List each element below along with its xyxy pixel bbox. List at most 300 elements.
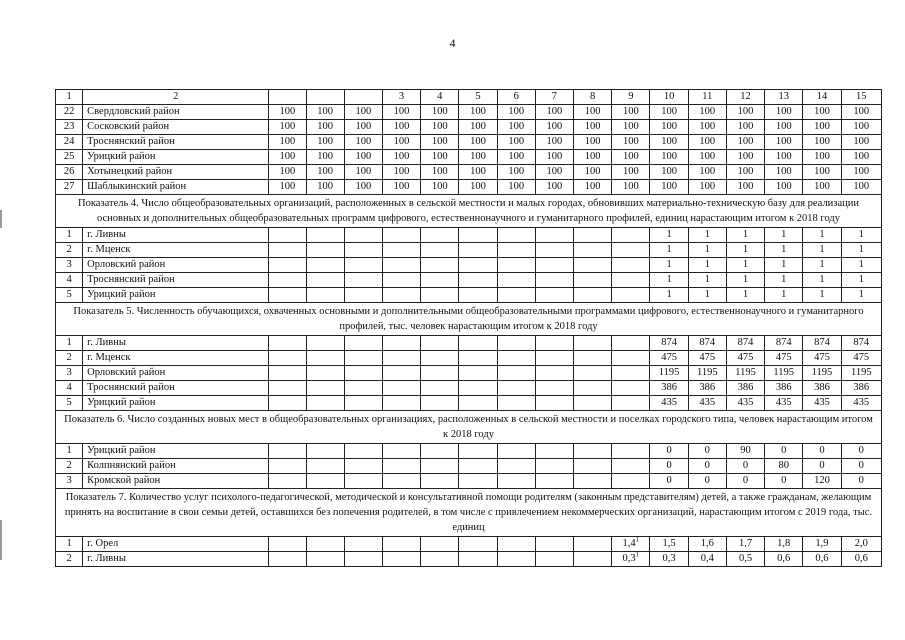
value-cell: 100 — [803, 105, 841, 120]
value-cell — [306, 243, 344, 258]
value-cell: 1 — [688, 243, 726, 258]
value-cell — [574, 273, 612, 288]
value-cell: 100 — [650, 120, 688, 135]
value-cell — [574, 474, 612, 489]
value-cell — [421, 537, 459, 552]
column-header — [344, 90, 382, 105]
value-cell: 100 — [650, 150, 688, 165]
value-cell — [612, 228, 650, 243]
value-cell — [344, 444, 382, 459]
value-cell: 100 — [459, 120, 497, 135]
value-cell — [306, 273, 344, 288]
value-cell — [459, 351, 497, 366]
value-cell: 0 — [688, 474, 726, 489]
row-number: 24 — [56, 135, 83, 150]
value-cell — [306, 351, 344, 366]
value-cell — [535, 228, 573, 243]
value-cell — [382, 552, 420, 567]
value-cell: 100 — [650, 105, 688, 120]
value-cell: 80 — [765, 459, 803, 474]
value-cell: 0 — [841, 444, 881, 459]
section-title: Показатель 6. Число созданных новых мест в общеобразовательных организациях, расположенных в сельской местности и поселках городского типа, человек нарастающим итогом к 2018 году — [56, 411, 882, 444]
value-cell: 100 — [765, 120, 803, 135]
value-cell — [269, 366, 306, 381]
section-title: Показатель 5. Численность обучающихся, охваченных основными и дополнительными общеобразовательными программами цифрового, естественнонаучного и гуманитарного профилей, тыс. человек нарастающим итогом к 2018 году — [56, 303, 882, 336]
value-cell — [497, 537, 535, 552]
value-cell: 0,3 — [650, 552, 688, 567]
value-cell — [574, 552, 612, 567]
value-cell: 874 — [650, 336, 688, 351]
value-cell: 1 — [726, 243, 764, 258]
value-cell: 100 — [497, 105, 535, 120]
value-cell — [459, 537, 497, 552]
value-cell — [382, 351, 420, 366]
value-cell: 1 — [726, 288, 764, 303]
value-cell: 874 — [726, 336, 764, 351]
value-cell: 1 — [765, 288, 803, 303]
value-cell: 0 — [803, 444, 841, 459]
row-name: г. Ливны — [83, 552, 269, 567]
value-cell: 0,6 — [765, 552, 803, 567]
value-cell — [344, 273, 382, 288]
value-cell — [535, 336, 573, 351]
value-cell: 1 — [803, 228, 841, 243]
value-cell — [306, 444, 344, 459]
value-cell: $1,4^1$ — [612, 537, 650, 552]
row-number: 23 — [56, 120, 83, 135]
row-number: 1 — [56, 336, 83, 351]
value-cell: 100 — [612, 120, 650, 135]
value-cell: 435 — [803, 396, 841, 411]
value-cell — [421, 336, 459, 351]
value-cell: 435 — [726, 396, 764, 411]
table-row — [56, 135, 882, 150]
value-cell — [535, 459, 573, 474]
value-cell: 386 — [650, 381, 688, 396]
value-cell — [344, 474, 382, 489]
value-cell — [535, 366, 573, 381]
value-cell: 100 — [344, 180, 382, 195]
value-cell — [459, 273, 497, 288]
value-cell: 100 — [306, 105, 344, 120]
value-cell — [612, 381, 650, 396]
value-cell: 100 — [650, 135, 688, 150]
value-cell — [497, 381, 535, 396]
table-row — [56, 351, 882, 366]
value-cell — [459, 396, 497, 411]
value-cell: 0 — [765, 444, 803, 459]
value-cell: 100 — [765, 135, 803, 150]
value-cell — [612, 243, 650, 258]
value-cell: 100 — [269, 120, 306, 135]
row-name: Хотынецкий район — [83, 165, 269, 180]
value-cell: 1 — [650, 243, 688, 258]
column-header: 6 — [497, 90, 535, 105]
value-cell: 100 — [612, 150, 650, 165]
section-title-row — [56, 303, 882, 336]
value-cell — [535, 243, 573, 258]
row-name: Шаблыкинский район — [83, 180, 269, 195]
value-cell — [344, 459, 382, 474]
row-name: Колпнянский район — [83, 459, 269, 474]
value-cell: 100 — [382, 135, 420, 150]
value-cell: 1195 — [765, 366, 803, 381]
value-cell — [269, 381, 306, 396]
value-cell — [344, 243, 382, 258]
value-cell — [574, 351, 612, 366]
value-cell — [269, 396, 306, 411]
value-cell: 2,0 — [841, 537, 881, 552]
value-cell — [421, 474, 459, 489]
value-cell: 874 — [765, 336, 803, 351]
column-header: 4 — [421, 90, 459, 105]
value-cell: 1 — [841, 228, 881, 243]
value-cell — [421, 396, 459, 411]
value-cell: 100 — [382, 120, 420, 135]
value-cell — [269, 273, 306, 288]
row-number: 3 — [56, 474, 83, 489]
value-cell — [421, 459, 459, 474]
value-cell — [421, 228, 459, 243]
column-header — [306, 90, 344, 105]
column-header: 2 — [83, 90, 269, 105]
value-cell — [382, 273, 420, 288]
table-row — [56, 150, 882, 165]
value-cell: 0 — [650, 459, 688, 474]
value-cell — [459, 459, 497, 474]
value-cell: 100 — [841, 105, 881, 120]
value-cell: 1 — [726, 228, 764, 243]
row-number: 2 — [56, 459, 83, 474]
value-cell — [344, 228, 382, 243]
column-header: 10 — [650, 90, 688, 105]
table-row — [56, 105, 882, 120]
page-number: 4 — [449, 36, 456, 50]
section-title: Показатель 4. Число общеобразовательных организаций, расположенных в сельской местности и малых городах, обновивших материально-техническую базу для реализации основных и дополнительных общеобразовательных программ цифрового, естественнонаучного и гуманитарного профилей, единиц нарастающим итогом к 2018 году — [56, 195, 882, 228]
value-cell — [344, 381, 382, 396]
value-cell: 1195 — [803, 366, 841, 381]
row-name: Троснянский район — [83, 273, 269, 288]
row-name: Урицкий район — [83, 396, 269, 411]
value-cell — [306, 396, 344, 411]
value-cell: 1 — [841, 273, 881, 288]
row-number: 4 — [56, 273, 83, 288]
value-cell — [382, 459, 420, 474]
row-number: 22 — [56, 105, 83, 120]
value-cell — [382, 243, 420, 258]
value-cell: 1 — [726, 273, 764, 288]
value-cell: $0,3^1$ — [612, 552, 650, 567]
value-cell — [269, 351, 306, 366]
value-cell — [459, 336, 497, 351]
value-cell — [497, 444, 535, 459]
value-cell: 100 — [535, 135, 573, 150]
value-cell: 1 — [765, 228, 803, 243]
value-cell: 0,6 — [803, 552, 841, 567]
value-cell: 100 — [421, 105, 459, 120]
value-cell — [574, 336, 612, 351]
value-cell — [459, 288, 497, 303]
value-cell — [497, 228, 535, 243]
value-cell — [382, 288, 420, 303]
value-cell: 0 — [765, 474, 803, 489]
value-cell — [497, 396, 535, 411]
column-header: 11 — [688, 90, 726, 105]
value-cell: 100 — [344, 135, 382, 150]
value-cell: 1195 — [650, 366, 688, 381]
value-cell — [612, 288, 650, 303]
table-row — [56, 243, 882, 258]
value-cell: 386 — [688, 381, 726, 396]
value-cell — [269, 336, 306, 351]
row-name: Урицкий район — [83, 150, 269, 165]
value-cell — [421, 444, 459, 459]
row-name: Сосковский район — [83, 120, 269, 135]
value-cell — [612, 444, 650, 459]
value-cell: 1,6 — [688, 537, 726, 552]
value-cell: 1 — [765, 273, 803, 288]
header-row — [56, 90, 882, 105]
value-cell: 100 — [803, 150, 841, 165]
value-cell: 100 — [344, 105, 382, 120]
value-cell — [382, 336, 420, 351]
value-cell: 100 — [421, 180, 459, 195]
value-cell — [535, 474, 573, 489]
value-cell: 100 — [535, 150, 573, 165]
value-cell: 475 — [688, 351, 726, 366]
value-cell: 100 — [841, 165, 881, 180]
value-cell: 100 — [497, 135, 535, 150]
row-name: Орловский район — [83, 258, 269, 273]
value-cell — [382, 366, 420, 381]
table-row — [56, 228, 882, 243]
column-header: 15 — [841, 90, 881, 105]
value-cell: 100 — [803, 180, 841, 195]
value-cell: 100 — [382, 105, 420, 120]
value-cell — [306, 228, 344, 243]
value-cell: 0 — [841, 474, 881, 489]
value-cell: 100 — [497, 180, 535, 195]
value-cell — [382, 396, 420, 411]
value-cell — [535, 258, 573, 273]
table-row — [56, 120, 882, 135]
table-row — [56, 552, 882, 567]
value-cell: 100 — [688, 105, 726, 120]
value-cell: 100 — [803, 165, 841, 180]
value-cell: 386 — [765, 381, 803, 396]
row-name: Урицкий район — [83, 288, 269, 303]
value-cell: 100 — [306, 165, 344, 180]
value-cell — [574, 459, 612, 474]
value-cell — [382, 537, 420, 552]
value-cell — [535, 537, 573, 552]
value-cell: 100 — [841, 135, 881, 150]
value-cell: 100 — [269, 150, 306, 165]
column-header: 12 — [726, 90, 764, 105]
row-number: 1 — [56, 537, 83, 552]
value-cell: 0,6 — [841, 552, 881, 567]
value-cell: 100 — [574, 165, 612, 180]
value-cell: 435 — [688, 396, 726, 411]
value-cell: 100 — [765, 150, 803, 165]
value-cell: 100 — [574, 105, 612, 120]
value-cell: 100 — [306, 150, 344, 165]
value-cell: 100 — [459, 165, 497, 180]
value-cell — [497, 288, 535, 303]
value-cell: 475 — [803, 351, 841, 366]
value-cell — [269, 444, 306, 459]
value-cell — [574, 258, 612, 273]
value-cell: 100 — [459, 150, 497, 165]
row-number: 1 — [56, 444, 83, 459]
value-cell: 1 — [841, 258, 881, 273]
value-cell: 1,8 — [765, 537, 803, 552]
value-cell: 0 — [841, 459, 881, 474]
table-row — [56, 396, 882, 411]
value-cell — [574, 288, 612, 303]
value-cell — [459, 366, 497, 381]
value-cell: 0,4 — [688, 552, 726, 567]
value-cell: 100 — [306, 135, 344, 150]
table-row — [56, 258, 882, 273]
value-cell: 1 — [803, 288, 841, 303]
value-cell — [306, 459, 344, 474]
section-title-row — [56, 411, 882, 444]
value-cell — [497, 243, 535, 258]
value-cell: 1 — [765, 243, 803, 258]
value-cell: 435 — [650, 396, 688, 411]
value-cell — [306, 552, 344, 567]
row-name: г. Орел — [83, 537, 269, 552]
value-cell — [306, 381, 344, 396]
value-cell: 0 — [688, 459, 726, 474]
value-cell: 100 — [459, 135, 497, 150]
value-cell: 874 — [841, 336, 881, 351]
value-cell: 100 — [841, 180, 881, 195]
value-cell — [535, 396, 573, 411]
section-title-row — [56, 489, 882, 537]
value-cell: 100 — [688, 135, 726, 150]
value-cell: 100 — [574, 120, 612, 135]
value-cell: 100 — [535, 120, 573, 135]
value-cell — [497, 366, 535, 381]
value-cell: 100 — [269, 180, 306, 195]
value-cell: 100 — [803, 135, 841, 150]
value-cell — [535, 444, 573, 459]
row-name: Урицкий район — [83, 444, 269, 459]
row-number: 26 — [56, 165, 83, 180]
value-cell: 100 — [688, 180, 726, 195]
value-cell — [459, 444, 497, 459]
value-cell — [344, 336, 382, 351]
value-cell: 100 — [726, 165, 764, 180]
value-cell — [535, 273, 573, 288]
row-name: Троснянский район — [83, 135, 269, 150]
value-cell: 435 — [841, 396, 881, 411]
value-cell: 100 — [726, 150, 764, 165]
row-name: Орловский район — [83, 366, 269, 381]
value-cell: 100 — [306, 180, 344, 195]
table-row — [56, 381, 882, 396]
column-header — [269, 90, 306, 105]
value-cell: 1195 — [841, 366, 881, 381]
value-cell — [306, 336, 344, 351]
value-cell — [459, 243, 497, 258]
value-cell: 100 — [535, 180, 573, 195]
row-number: 3 — [56, 258, 83, 273]
value-cell — [535, 288, 573, 303]
value-cell — [344, 288, 382, 303]
value-cell — [269, 552, 306, 567]
value-cell — [382, 258, 420, 273]
value-cell: 1 — [765, 258, 803, 273]
value-cell: 0 — [726, 474, 764, 489]
row-number: 2 — [56, 351, 83, 366]
value-cell: 100 — [726, 105, 764, 120]
value-cell: 100 — [688, 150, 726, 165]
value-cell: 1 — [841, 243, 881, 258]
value-cell — [269, 288, 306, 303]
value-cell — [497, 258, 535, 273]
scan-mark — [0, 210, 2, 228]
value-cell — [344, 258, 382, 273]
value-cell: 1195 — [688, 366, 726, 381]
value-cell — [344, 396, 382, 411]
value-cell: 100 — [421, 165, 459, 180]
row-number: 3 — [56, 366, 83, 381]
column-header: 1 — [56, 90, 83, 105]
value-cell — [574, 366, 612, 381]
value-cell: 100 — [306, 120, 344, 135]
value-cell — [382, 444, 420, 459]
value-cell: 100 — [459, 105, 497, 120]
value-cell — [574, 396, 612, 411]
value-cell — [574, 228, 612, 243]
table-row — [56, 336, 882, 351]
value-cell — [344, 366, 382, 381]
table-row — [56, 366, 882, 381]
value-cell: 100 — [421, 120, 459, 135]
value-cell: 1 — [650, 288, 688, 303]
value-cell — [382, 228, 420, 243]
value-cell — [269, 459, 306, 474]
value-cell: 100 — [535, 105, 573, 120]
row-name: г. Мценск — [83, 351, 269, 366]
table-row — [56, 180, 882, 195]
value-cell: 0 — [803, 459, 841, 474]
table-row — [56, 288, 882, 303]
value-cell: 100 — [344, 120, 382, 135]
value-cell: 100 — [382, 165, 420, 180]
value-cell — [574, 537, 612, 552]
value-cell — [344, 552, 382, 567]
value-cell — [612, 459, 650, 474]
value-cell: 100 — [344, 150, 382, 165]
row-number: 5 — [56, 396, 83, 411]
value-cell: 100 — [269, 165, 306, 180]
row-name: г. Ливны — [83, 336, 269, 351]
value-cell: 100 — [612, 165, 650, 180]
row-number: 27 — [56, 180, 83, 195]
value-cell: 1 — [841, 288, 881, 303]
value-cell: 1,5 — [650, 537, 688, 552]
value-cell — [612, 351, 650, 366]
value-cell: 100 — [612, 135, 650, 150]
row-number: 1 — [56, 228, 83, 243]
value-cell: 874 — [688, 336, 726, 351]
value-cell: 1,7 — [726, 537, 764, 552]
value-cell — [612, 336, 650, 351]
